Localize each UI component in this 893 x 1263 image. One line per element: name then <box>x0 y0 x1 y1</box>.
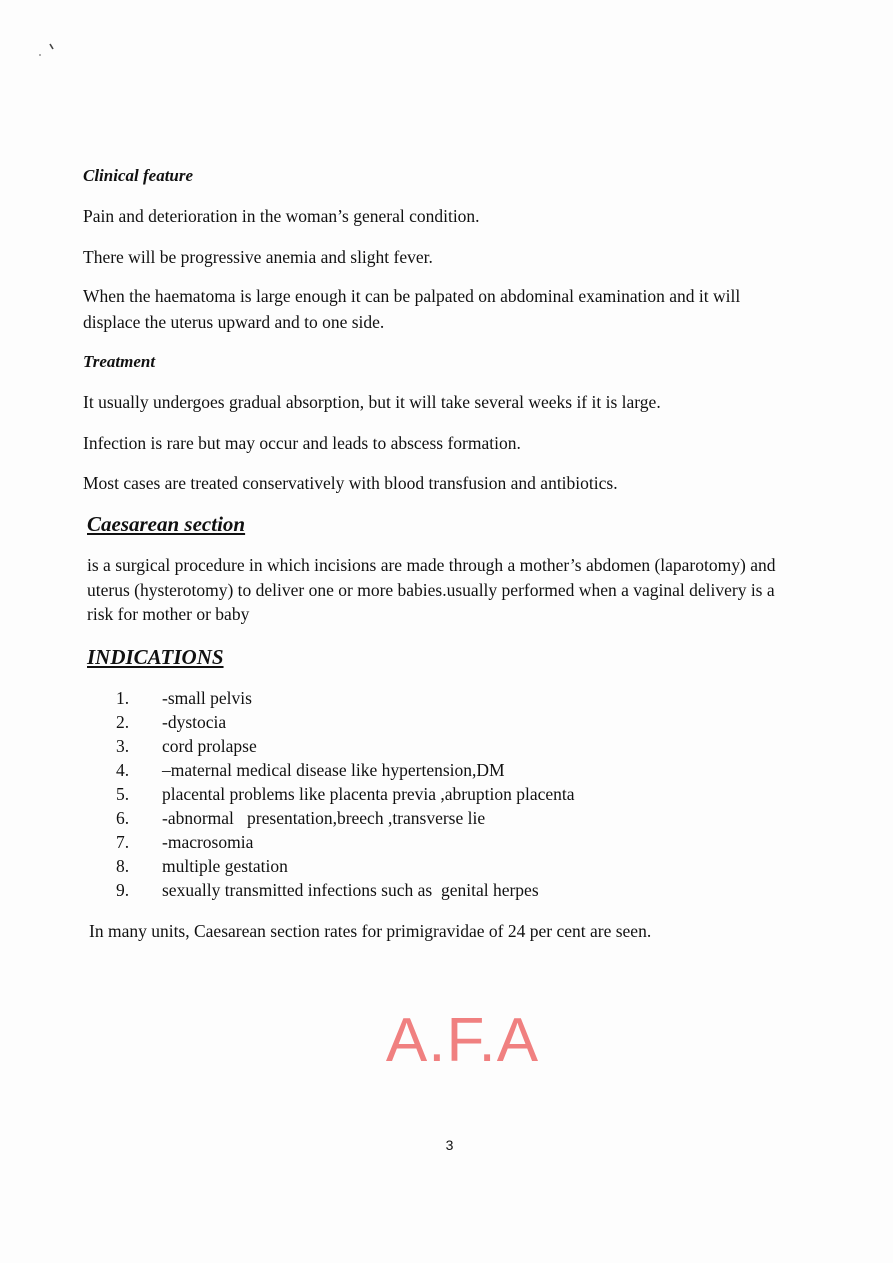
list-item: 8. multiple gestation <box>116 856 288 876</box>
list-item: 2. -dystocia <box>116 712 227 732</box>
watermark-label: A.F.A <box>385 1006 540 1075</box>
treatment-heading: Treatment <box>83 352 156 371</box>
treatment-paragraph-3: Most cases are treated conservatively with blood transfusion and antibiotics. <box>83 473 618 493</box>
clinical-feature-paragraph-2: There will be progressive anemia and slight fever. <box>83 247 433 267</box>
list-item: 1. -small pelvis <box>116 688 252 708</box>
list-item: 6. -abnormal presentation,breech ,transverse lie <box>116 808 486 828</box>
caesarean-definition: is a surgical procedure in which incisions are made through a mother’s abdomen (laparotomy) and uterus (hysterotomy) to deliver one or more babies.usually performed when a vaginal delivery is a risk for mother or baby <box>87 555 776 624</box>
list-item: 3. cord prolapse <box>116 736 257 756</box>
indications-title: INDICATIONS <box>87 645 224 669</box>
list-item: 9. sexually transmitted infections such as genital herpes <box>116 880 539 900</box>
list-item: 4. –maternal medical disease like hypertension,DM <box>116 760 505 780</box>
caesarean-section-title: Caesarean section <box>87 512 246 536</box>
treatment-paragraph-1: It usually undergoes gradual absorption, but it will take several weeks if it is large. <box>83 392 661 412</box>
clinical-feature-paragraph-3: When the haematoma is large enough it can be palpated on abdominal examination and it will displace the uterus upward and to one side. <box>83 286 741 332</box>
page-number-label: 3 <box>445 1137 454 1153</box>
watermark-text <box>0 1005 893 1076</box>
clinical-feature-heading: Clinical feature <box>83 166 194 185</box>
treatment-paragraph-2: Infection is rare but may occur and leads to abscess formation. <box>83 433 521 453</box>
clinical-feature-paragraph-1: Pain and deterioration in the woman’s general condition. <box>83 206 480 226</box>
closing-paragraph: In many units, Caesarean section rates for primigravidae of 24 per cent are seen. <box>89 921 652 941</box>
list-item: 7. -macrosomia <box>116 832 254 852</box>
scan-speck-mark <box>36 40 60 62</box>
indications-list <box>87 686 575 902</box>
page-number <box>0 1137 893 1153</box>
list-item: 5. placental problems like placenta previa ,abruption placenta <box>116 784 575 804</box>
